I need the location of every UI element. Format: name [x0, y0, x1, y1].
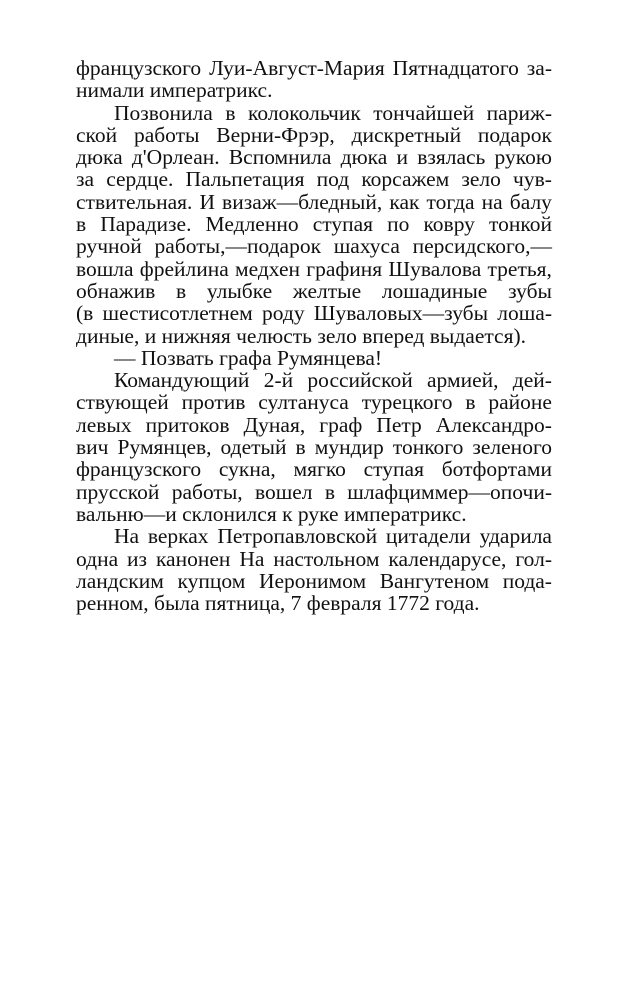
text-line: за сердце. Пальпетация под корсажем зело чув- — [76, 167, 552, 192]
text-line: ренном, была пятница, 7 февраля 1772 года. — [76, 591, 480, 616]
text-line: ской работы Верни-Фрэр, дискретный подарок — [76, 122, 552, 147]
text-line: ствительная. И визаж—бледный, как тогда на балу — [76, 189, 552, 214]
text-line: обнажив в улыбке желтые лошадиные зубы — [76, 278, 552, 303]
text-line: (в шестисотлетнем роду Шуваловых—зубы лоша- — [76, 301, 552, 326]
text-line: левых притоков Дуная, граф Петр Александро- — [76, 412, 552, 437]
paragraph — [76, 102, 552, 347]
text-line: в Парадизе. Медленно ступая по ковру тонкой — [76, 212, 552, 237]
paragraph — [76, 369, 552, 525]
text-line: прусской работы, вошел в шлафциммер—опочи- — [76, 479, 552, 504]
text-line: Позвонила в колокольчик тончайшей париж- — [114, 100, 552, 125]
paragraph — [76, 347, 552, 369]
text-line: французского сукна, мягко ступая ботфортами — [76, 457, 552, 482]
text-line: вальню—и склонился к руке императрикс. — [76, 501, 467, 526]
text-line: ствующей против султануса турецкого в районе — [76, 390, 552, 415]
text-line: ручной работы,—подарок шахуса персидского,— — [76, 234, 552, 259]
text-line: На верках Петропавловской цитадели ударила — [114, 524, 552, 549]
text-line: диные, и нижняя челюсть зело вперед выдается). — [76, 323, 527, 348]
text-line: — Позвать графа Румянцева! — [114, 345, 383, 370]
paragraph — [76, 57, 552, 102]
text-line: нимали императрикс. — [76, 78, 273, 103]
paragraph — [76, 525, 552, 614]
text-line: вич Румянцев, одетый в мундир тонкого зеленого — [76, 435, 552, 460]
text-line: одна из канонен На настольном календарусе, гол- — [76, 546, 552, 571]
text-line: вошла фрейлина медхен графиня Шувалова третья, — [76, 256, 552, 281]
text-line: французского Луи-Август-Мария Пятнадцатого за- — [76, 56, 552, 80]
text-line: ландским купцом Иеронимом Вангутеном пода- — [76, 568, 552, 593]
book-page-text — [76, 57, 552, 614]
text-line: дюка д'Орлеан. Вспомнила дюка и взялась рукою — [76, 145, 552, 170]
text-line: Командующий 2-й российской армией, дей- — [114, 368, 552, 393]
